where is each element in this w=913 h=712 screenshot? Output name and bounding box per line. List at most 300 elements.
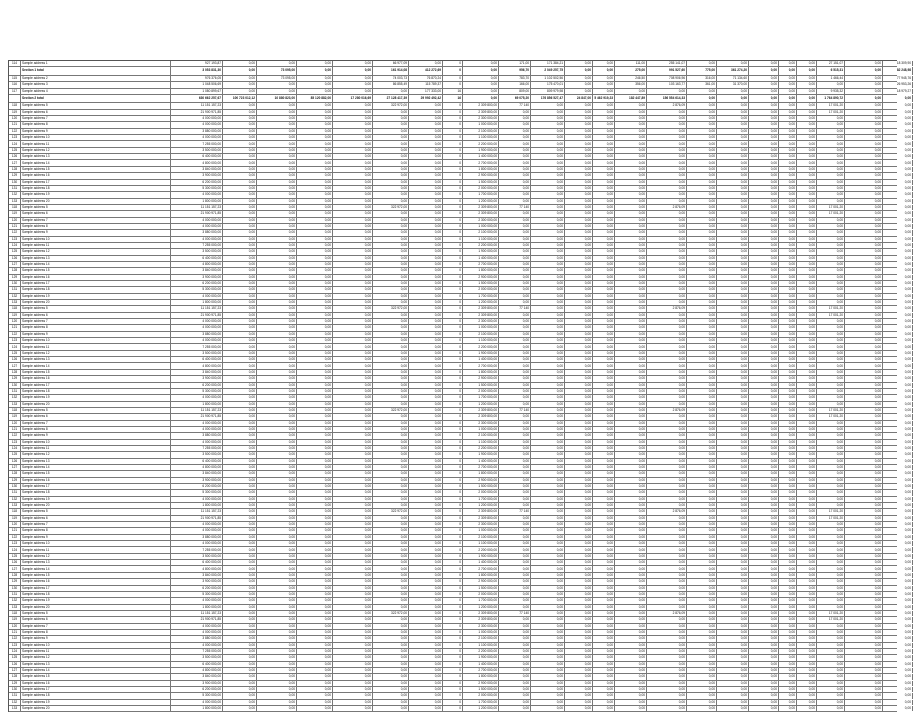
value-cell: 0,00 <box>749 402 779 407</box>
value-cell: 71 134,60 <box>717 76 749 81</box>
value-cell: 0,00 <box>257 199 297 204</box>
row-number: 127 <box>9 363 21 368</box>
value-cell: 111,00 <box>615 61 647 66</box>
value-cell: 0,00 <box>333 433 373 438</box>
value-cell: 0,00 <box>615 484 647 489</box>
value-cell: 0,00 <box>257 503 297 508</box>
value-cell: 0,00 <box>717 173 749 178</box>
value-cell: 0,00 <box>845 395 883 400</box>
value-cell: 0,00 <box>647 268 687 273</box>
value-cell: 0,00 <box>779 497 797 502</box>
value-cell: 3 880 000,00 <box>171 129 223 134</box>
value-cell: 0,00 <box>531 351 565 356</box>
value-cell: 0,00 <box>647 370 687 375</box>
value-cell: 0,00 <box>717 376 749 381</box>
value-cell: 0,00 <box>797 141 817 146</box>
value-cell: 0,00 <box>531 693 565 698</box>
value-cell: 0,00 <box>749 268 779 273</box>
value-cell: 0,00 <box>257 268 297 273</box>
value-cell: 0,00 <box>647 630 687 635</box>
value-cell: 0,00 <box>297 700 333 705</box>
value-cell: 0,00 <box>615 573 647 578</box>
value-cell: 2 876,09 <box>647 103 687 108</box>
value-cell: 2 100 000,00 <box>463 129 499 134</box>
value-cell: 0,00 <box>409 395 443 400</box>
value-cell: 0,00 <box>531 376 565 381</box>
value-cell: 0,00 <box>687 332 717 337</box>
value-cell: 0 <box>443 706 463 711</box>
value-cell: 0,00 <box>749 611 779 616</box>
value-cell: 0,00 <box>565 129 593 134</box>
value-cell: 0,00 <box>687 402 717 407</box>
value-cell: 0,00 <box>779 129 797 134</box>
value-cell: 0,00 <box>647 332 687 337</box>
value-cell: 0,00 <box>817 586 845 591</box>
value-cell: 0,00 <box>717 230 749 235</box>
value-cell: 0,00 <box>845 256 883 261</box>
value-cell: 0,00 <box>779 446 797 451</box>
value-cell: 0,00 <box>223 82 257 87</box>
value-cell: 0,00 <box>797 313 817 318</box>
value-cell: 0,00 <box>565 427 593 432</box>
value-cell: 0,00 <box>687 148 717 153</box>
value-cell: 0,00 <box>593 224 615 229</box>
value-cell: 7 255 000,00 <box>171 547 223 552</box>
value-cell: 0,00 <box>717 573 749 578</box>
value-cell: 0,00 <box>409 662 443 667</box>
value-cell: 0,00 <box>565 370 593 375</box>
value-cell: 0,00 <box>499 605 531 610</box>
value-cell: 3 500 000,00 <box>171 554 223 559</box>
value-cell: 0,00 <box>749 471 779 476</box>
value-cell: 0,00 <box>373 573 409 578</box>
value-cell: 0,00 <box>817 395 845 400</box>
value-cell: 0,00 <box>883 668 913 673</box>
value-cell: 0,00 <box>845 67 883 75</box>
value-cell: 0,00 <box>593 383 615 388</box>
value-cell: 0,00 <box>565 319 593 324</box>
value-cell: 0 <box>443 662 463 667</box>
value-cell: 0,00 <box>593 281 615 286</box>
value-cell: 0,00 <box>297 414 333 419</box>
value-cell: 0,00 <box>779 421 797 426</box>
value-cell: 0,00 <box>565 61 593 66</box>
value-cell: 0,00 <box>749 256 779 261</box>
value-cell: 0,00 <box>883 700 913 705</box>
value-cell: 0,00 <box>883 306 913 311</box>
value-cell: 0,00 <box>797 605 817 610</box>
value-cell: 0 <box>443 332 463 337</box>
value-cell: 0,00 <box>883 624 913 629</box>
value-cell: 0,00 <box>883 427 913 432</box>
value-cell: 0,00 <box>593 490 615 495</box>
value-cell: 0,00 <box>499 636 531 641</box>
value-cell: 0,00 <box>409 148 443 153</box>
value-cell: 0,00 <box>409 186 443 191</box>
value-cell: 0,00 <box>333 541 373 546</box>
value-cell: 0,00 <box>297 332 333 337</box>
value-cell: 0,00 <box>223 586 257 591</box>
value-cell: 2 000 000,00 <box>463 490 499 495</box>
value-cell: 0,00 <box>845 706 883 711</box>
value-cell: 0,00 <box>817 192 845 197</box>
value-cell: 0,00 <box>297 446 333 451</box>
value-cell: 17 001,20 <box>817 408 845 413</box>
value-cell: 0,00 <box>373 237 409 242</box>
value-cell: 0,00 <box>687 135 717 140</box>
value-cell: 0,00 <box>817 262 845 267</box>
value-cell: 0,00 <box>593 446 615 451</box>
value-cell: 0,00 <box>565 414 593 419</box>
value-cell: 0,00 <box>749 668 779 673</box>
value-cell: 0,00 <box>779 402 797 407</box>
value-cell: 0,00 <box>647 294 687 299</box>
value-cell: 0,00 <box>223 611 257 616</box>
value-cell: 0,00 <box>223 414 257 419</box>
value-cell: 0,00 <box>499 199 531 204</box>
value-cell: 0,00 <box>749 484 779 489</box>
value-cell: 0,00 <box>333 357 373 362</box>
value-cell: 0,00 <box>883 180 913 185</box>
value-cell: 0,00 <box>297 693 333 698</box>
value-cell: 0,00 <box>717 287 749 292</box>
value-cell: 0,00 <box>409 452 443 457</box>
value-cell: 0,00 <box>717 237 749 242</box>
value-cell: 0,00 <box>297 465 333 470</box>
value-cell: 3 840 000,00 <box>171 370 223 375</box>
value-cell: 0,00 <box>817 389 845 394</box>
value-cell: 0,00 <box>499 624 531 629</box>
value-cell: 0,00 <box>797 224 817 229</box>
value-cell: 0,00 <box>687 592 717 597</box>
value-cell: 0,00 <box>257 186 297 191</box>
value-cell: 0,00 <box>779 528 797 533</box>
value-cell: 0,00 <box>593 662 615 667</box>
value-cell: 0,00 <box>223 61 257 66</box>
value-cell: 1 200 000,00 <box>463 300 499 305</box>
value-cell: 0,00 <box>845 211 883 216</box>
value-cell: 0,00 <box>615 592 647 597</box>
value-cell: 0,00 <box>615 636 647 641</box>
row-number: 122 <box>9 332 21 337</box>
value-cell: 3 500 000,00 <box>171 452 223 457</box>
value-cell: 3 900 000,00 <box>171 681 223 686</box>
value-cell: 0,00 <box>257 141 297 146</box>
value-cell: 0,00 <box>531 344 565 349</box>
value-cell: 0,00 <box>373 624 409 629</box>
value-cell: 4 000 000,00 <box>171 624 223 629</box>
value-cell: 0,00 <box>531 357 565 362</box>
value-cell: 0,00 <box>565 363 593 368</box>
value-cell: 0,00 <box>797 89 817 94</box>
address-cell: Sample address 16 <box>21 376 171 381</box>
address-cell: Sample address 16 <box>21 478 171 483</box>
value-cell: 0,00 <box>333 135 373 140</box>
value-cell: 0,00 <box>223 503 257 508</box>
value-cell: 0,00 <box>749 395 779 400</box>
value-cell: 0,00 <box>297 586 333 591</box>
value-cell: 0,00 <box>687 141 717 146</box>
value-cell: 0,00 <box>845 122 883 127</box>
value-cell: 0,00 <box>797 459 817 464</box>
value-cell: 0,00 <box>797 82 817 87</box>
value-cell: 0,00 <box>531 649 565 654</box>
value-cell: 0,00 <box>373 141 409 146</box>
value-cell: 2 300 000,00 <box>463 522 499 527</box>
value-cell: 0,00 <box>257 129 297 134</box>
value-cell: 0,00 <box>779 192 797 197</box>
value-cell: 0 <box>443 598 463 603</box>
value-cell: 0,00 <box>565 192 593 197</box>
value-cell: 0,00 <box>499 218 531 223</box>
value-cell: 0,00 <box>717 471 749 476</box>
value-cell: 0,00 <box>463 82 499 87</box>
address-cell: Sample address 10 <box>21 541 171 546</box>
value-cell: 0 <box>443 516 463 521</box>
value-cell: 0,00 <box>531 471 565 476</box>
value-cell: 4 000 000,00 <box>171 325 223 330</box>
value-cell: 0,00 <box>749 547 779 552</box>
value-cell: 0,00 <box>845 509 883 514</box>
value-cell: 0,00 <box>593 668 615 673</box>
value-cell: 0,00 <box>257 332 297 337</box>
value-cell: 0,00 <box>333 560 373 565</box>
value-cell: 0 <box>443 497 463 502</box>
value-cell: 0,00 <box>499 338 531 343</box>
value-cell: 0,00 <box>297 541 333 546</box>
value-cell: 0,00 <box>817 376 845 381</box>
value-cell: 74 003,73 <box>373 76 409 81</box>
value-cell: 0 <box>443 61 463 66</box>
value-cell: 0,00 <box>615 376 647 381</box>
value-cell: 6 200 000,00 <box>171 586 223 591</box>
value-cell: 0,00 <box>779 516 797 521</box>
value-cell: 0,00 <box>647 237 687 242</box>
value-cell: 0,00 <box>223 605 257 610</box>
value-cell: 0,00 <box>531 256 565 261</box>
value-cell: 0,00 <box>749 110 779 115</box>
value-cell: 0,00 <box>717 160 749 165</box>
value-cell: 0,00 <box>409 478 443 483</box>
value-cell: 0,00 <box>749 82 779 87</box>
value-cell: 0,00 <box>531 554 565 559</box>
value-cell: 10 880 823,00 <box>257 95 297 103</box>
address-cell: Sample address 18 <box>21 186 171 191</box>
value-cell: 0,00 <box>615 503 647 508</box>
value-cell: 0,00 <box>257 687 297 692</box>
value-cell: 0,00 <box>223 402 257 407</box>
value-cell: 0,00 <box>883 357 913 362</box>
value-cell: 0,00 <box>565 674 593 679</box>
value-cell: 0,00 <box>223 516 257 521</box>
value-cell: 0,00 <box>797 173 817 178</box>
value-cell: 0,00 <box>223 325 257 330</box>
value-cell: 0,00 <box>817 490 845 495</box>
value-cell: 0,00 <box>749 586 779 591</box>
value-cell: 0,00 <box>647 414 687 419</box>
value-cell: 0,00 <box>499 586 531 591</box>
value-cell: 4 000 000,00 <box>171 135 223 140</box>
row-number: 131 <box>9 287 21 292</box>
value-cell: 0,00 <box>615 294 647 299</box>
value-cell: 0,00 <box>749 186 779 191</box>
value-cell: 0,00 <box>565 160 593 165</box>
value-cell: 0,00 <box>615 224 647 229</box>
value-cell: 0,00 <box>615 180 647 185</box>
value-cell: 0,00 <box>297 230 333 235</box>
value-cell: 0,00 <box>257 325 297 330</box>
value-cell: 0 <box>443 535 463 540</box>
value-cell: 0,00 <box>223 186 257 191</box>
row-number: 120 <box>9 319 21 324</box>
value-cell: 0,00 <box>499 452 531 457</box>
value-cell: 0,00 <box>817 636 845 641</box>
value-cell: 0,00 <box>223 655 257 660</box>
row-number: 121 <box>9 630 21 635</box>
value-cell: 0,00 <box>615 154 647 159</box>
value-cell: 0,00 <box>797 281 817 286</box>
value-cell: 1 700 000,00 <box>463 700 499 705</box>
value-cell: 0,00 <box>615 237 647 242</box>
value-cell: 0,00 <box>531 681 565 686</box>
value-cell: 0,00 <box>717 383 749 388</box>
value-cell: 0,00 <box>687 535 717 540</box>
value-cell: 6 400 000,00 <box>171 357 223 362</box>
value-cell: 0,00 <box>797 61 817 66</box>
value-cell: 0,00 <box>333 414 373 419</box>
value-cell: 17 001,20 <box>817 313 845 318</box>
value-cell: 0,00 <box>797 668 817 673</box>
address-cell: Sample address 9 <box>21 636 171 641</box>
value-cell: 0,00 <box>687 256 717 261</box>
value-cell: 0,00 <box>333 459 373 464</box>
value-cell: 0,00 <box>817 541 845 546</box>
value-cell: 0,00 <box>297 294 333 299</box>
value-cell: 0,00 <box>499 363 531 368</box>
value-cell: 0,00 <box>749 230 779 235</box>
value-cell: 0,00 <box>647 211 687 216</box>
value-cell: 0,00 <box>717 522 749 527</box>
value-cell: 0,00 <box>845 636 883 641</box>
value-cell: 0,00 <box>409 230 443 235</box>
value-cell: 0,00 <box>297 287 333 292</box>
value-cell: 0,00 <box>749 516 779 521</box>
row-number: 121 <box>9 224 21 229</box>
value-cell: 0,00 <box>409 497 443 502</box>
value-cell: 0,00 <box>531 243 565 248</box>
value-cell: 0,00 <box>223 497 257 502</box>
value-cell: 0,00 <box>615 465 647 470</box>
value-cell: 0,00 <box>531 478 565 483</box>
value-cell: 0,00 <box>463 95 499 103</box>
value-cell: 0,00 <box>409 129 443 134</box>
value-cell: 0,00 <box>257 478 297 483</box>
value-cell: 0,00 <box>333 116 373 121</box>
value-cell: 0,00 <box>817 287 845 292</box>
value-cell: 0,00 <box>499 598 531 603</box>
address-cell: Sample address 10 <box>21 643 171 648</box>
value-cell: 0,00 <box>531 433 565 438</box>
value-cell: 0,00 <box>499 230 531 235</box>
value-cell: 0,00 <box>531 414 565 419</box>
value-cell: 2 876,09 <box>647 306 687 311</box>
value-cell: 0,00 <box>749 478 779 483</box>
value-cell: 0,00 <box>499 110 531 115</box>
value-cell: 0,00 <box>333 402 373 407</box>
value-cell: 0,00 <box>883 281 913 286</box>
value-cell: 1 400 000,00 <box>463 662 499 667</box>
value-cell: 0,00 <box>883 332 913 337</box>
value-cell: 0,00 <box>779 541 797 546</box>
value-cell: 3 880 000,00 <box>171 535 223 540</box>
value-cell: 0,00 <box>817 605 845 610</box>
value-cell: 0,00 <box>883 110 913 115</box>
value-cell: 0,00 <box>647 655 687 660</box>
value-cell: 21 900 971,85 <box>171 313 223 318</box>
value-cell: 0,00 <box>499 655 531 660</box>
value-cell: 0,00 <box>223 509 257 514</box>
value-cell: 16 <box>443 89 463 94</box>
value-cell: 0,00 <box>687 363 717 368</box>
row-number: 125 <box>9 351 21 356</box>
value-cell: 0,00 <box>223 237 257 242</box>
value-cell: 0,00 <box>647 598 687 603</box>
value-cell: 0,00 <box>409 605 443 610</box>
value-cell: 0,00 <box>333 465 373 470</box>
value-cell: 0,00 <box>565 205 593 210</box>
value-cell: 0,00 <box>257 230 297 235</box>
value-cell: 0,00 <box>845 262 883 267</box>
value-cell: 0,00 <box>297 199 333 204</box>
value-cell: 0,00 <box>565 459 593 464</box>
value-cell: 0,00 <box>845 383 883 388</box>
value-cell: 0,00 <box>817 230 845 235</box>
value-cell: 0,00 <box>749 192 779 197</box>
address-cell: Sample address 1 <box>21 61 171 66</box>
value-cell: 0,00 <box>647 643 687 648</box>
value-cell: 0,00 <box>257 547 297 552</box>
value-cell: 3 840 000,00 <box>171 167 223 172</box>
value-cell: 0,00 <box>409 332 443 337</box>
value-cell: 0,00 <box>565 408 593 413</box>
value-cell: 0,00 <box>593 560 615 565</box>
value-cell: 0,00 <box>409 655 443 660</box>
value-cell: 0,00 <box>257 211 297 216</box>
value-cell: 0,00 <box>257 566 297 571</box>
value-cell: 0,00 <box>373 503 409 508</box>
value-cell: 0,00 <box>687 205 717 210</box>
value-cell: 0,00 <box>687 224 717 229</box>
value-cell: 0,00 <box>373 129 409 134</box>
value-cell: 0,00 <box>531 617 565 622</box>
value-cell: 0,00 <box>593 249 615 254</box>
value-cell: 0,00 <box>647 167 687 172</box>
value-cell: 0,00 <box>593 592 615 597</box>
value-cell: 0,00 <box>779 243 797 248</box>
value-cell: 0,00 <box>687 180 717 185</box>
value-cell: 0,00 <box>593 76 615 81</box>
value-cell: 0,00 <box>615 89 647 94</box>
value-cell: 0,00 <box>615 643 647 648</box>
value-cell: 0,00 <box>687 611 717 616</box>
value-cell: 0,00 <box>593 509 615 514</box>
value-cell: 0,00 <box>409 122 443 127</box>
value-cell: 0,00 <box>779 706 797 711</box>
value-cell: 0,00 <box>779 357 797 362</box>
value-cell: 0,00 <box>845 82 883 87</box>
value-cell: 0,00 <box>373 649 409 654</box>
value-cell: 0,00 <box>845 110 883 115</box>
